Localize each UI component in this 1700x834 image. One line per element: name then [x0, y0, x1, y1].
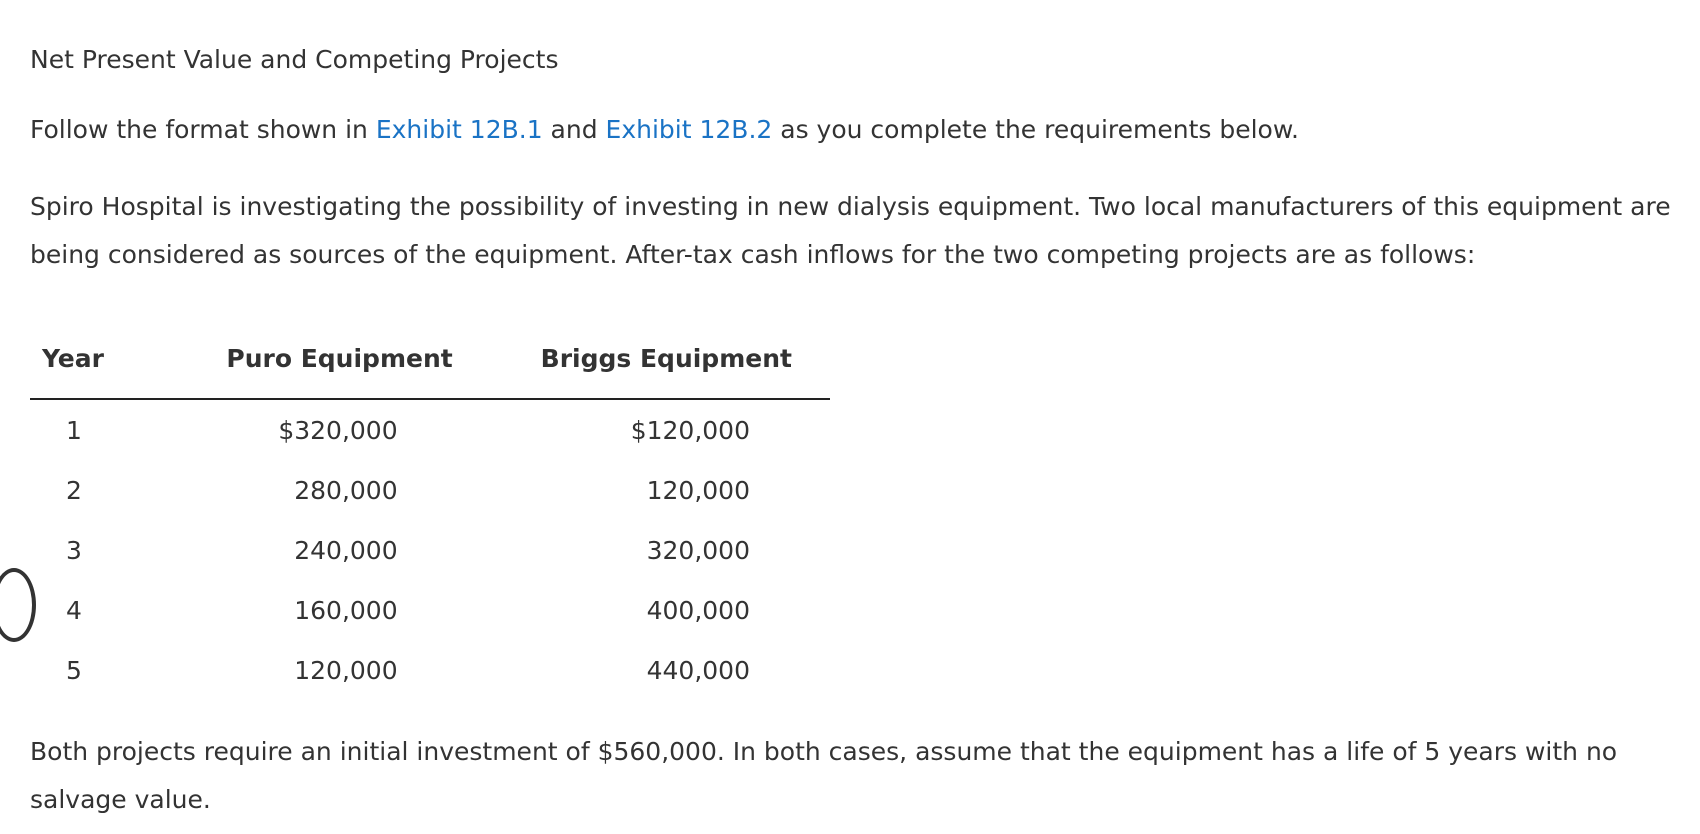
briggs-value-cell: 320,000 [646, 535, 750, 565]
intro-paragraph: Spiro Hospital is investigating the possibility of investing in new dialysis equipment. Two local manufacturers of this equipment are being considered as sources of the equipment. After-tax cash inflows for the two competing projects are as follows: [30, 192, 1671, 269]
briggs-value-cell: 440,000 [646, 655, 750, 685]
instructions-text [30, 115, 1299, 145]
puro-value-cell: 280,000 [294, 475, 398, 505]
header-year: Year [30, 340, 176, 399]
puro-value-cell: 120,000 [294, 655, 398, 685]
exhibit-12b2-link[interactable]: Exhibit 12B.2 [605, 115, 773, 144]
table-row [30, 520, 830, 580]
instructions-middle: and [542, 115, 606, 144]
header-puro-equipment: Puro Equipment [176, 340, 502, 399]
cash-inflows-table [30, 340, 830, 700]
instructions-suffix: as you complete the requirements below. [772, 115, 1299, 144]
page-title: Net Present Value and Competing Projects [30, 45, 559, 74]
briggs-value-cell: $120,000 [630, 415, 750, 445]
table-row [30, 580, 830, 640]
instructions-prefix: Follow the format shown in [30, 115, 376, 144]
puro-value-cell: 240,000 [294, 535, 398, 565]
table-header-row [30, 340, 830, 399]
year-cell: 1 [66, 415, 82, 445]
year-cell: 2 [66, 475, 82, 505]
year-cell: 3 [66, 535, 82, 565]
briggs-value-cell: 120,000 [646, 475, 750, 505]
closing-paragraph: Both projects require an initial investment of $560,000. In both cases, assume that the equipment has a life of 5 years with no salvage value. [30, 737, 1618, 814]
briggs-value-cell: 400,000 [646, 595, 750, 625]
puro-value-cell: 160,000 [294, 595, 398, 625]
header-briggs-equipment: Briggs Equipment [503, 340, 830, 399]
puro-value-cell: $320,000 [278, 415, 398, 445]
year-cell: 5 [66, 655, 82, 685]
table-row [30, 399, 830, 460]
exhibit-12b1-link[interactable]: Exhibit 12B.1 [375, 115, 543, 144]
table-row [30, 640, 830, 700]
table-row [30, 460, 830, 520]
year-cell: 4 [66, 595, 82, 625]
